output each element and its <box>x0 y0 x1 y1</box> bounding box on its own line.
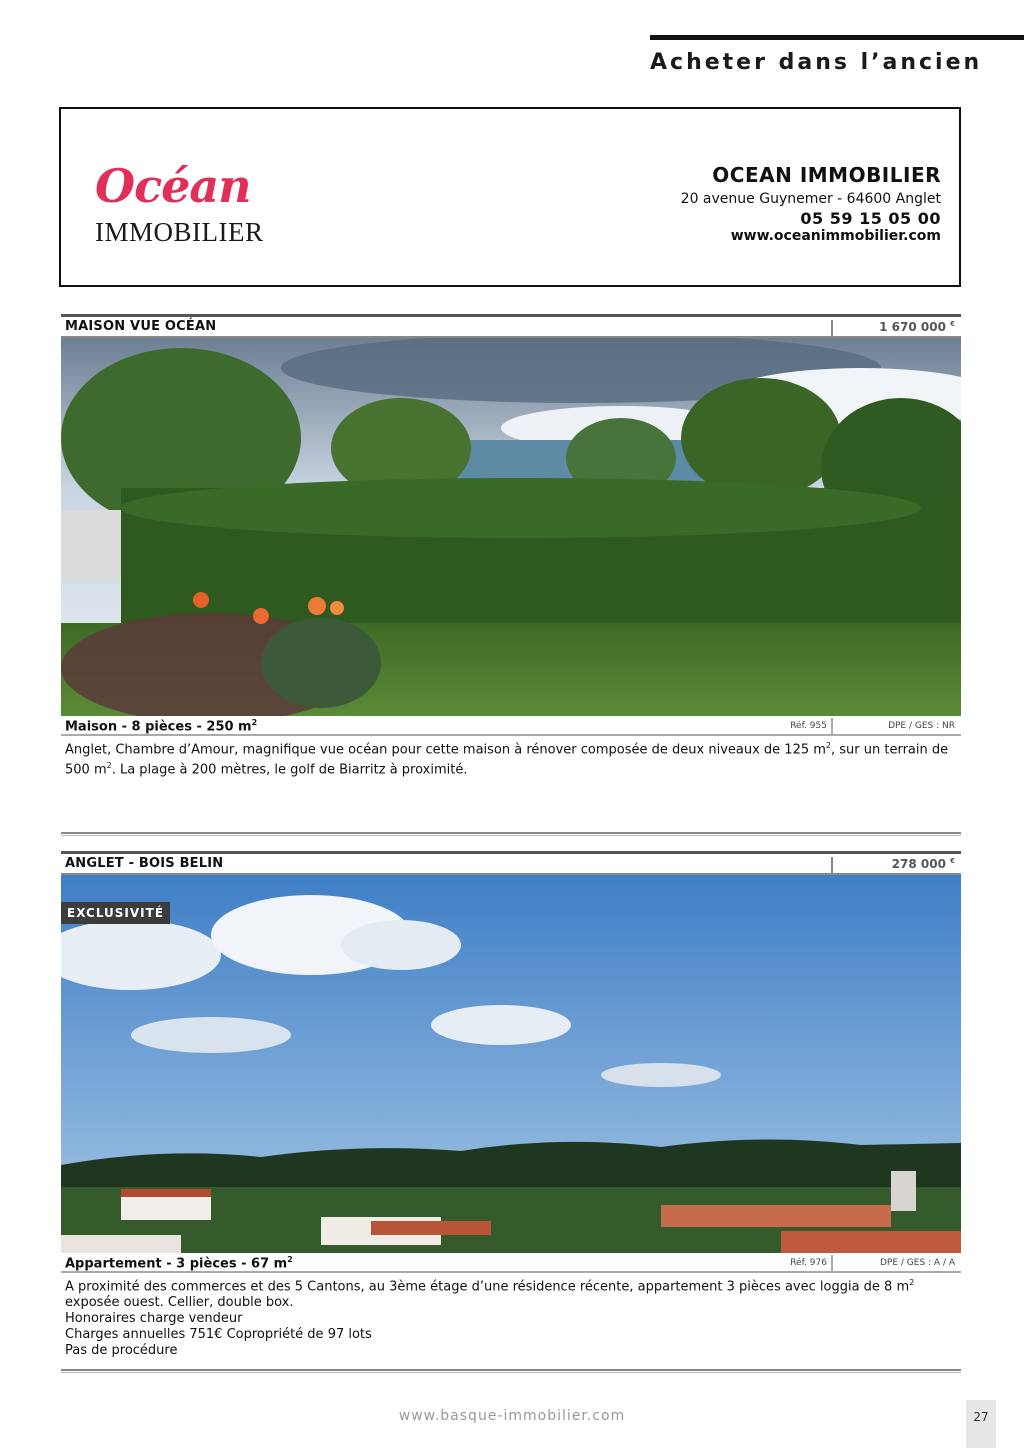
listing-card <box>61 314 961 779</box>
listing-description: A proximité des commerces et des 5 Cantons, au 3ème étage d’une résidence récente, appartement 3 pièces avec loggia de 8 $m^2$ exposée ouest. Cellier, double box. Honoraires charge vendeur Charges annuelles 751€ Copropriété de 97 lots Pas de procédure <box>61 1273 961 1359</box>
listing-ref: Réf. 976 <box>790 1258 827 1268</box>
listing-meta <box>61 716 961 736</box>
listing-photo-view[interactable] <box>61 875 961 1253</box>
agency-name: OCEAN IMMOBILIER <box>712 163 941 187</box>
listing-type: Appartement - 3 pièces - 67 $m^2$ <box>65 1255 293 1272</box>
header-rule <box>650 35 1024 40</box>
listing-divider <box>61 1369 961 1373</box>
listing-divider <box>61 832 961 836</box>
footer-website-link[interactable]: www.basque-immobilier.com <box>398 1408 626 1424</box>
section-title: Acheter dans l’ancien <box>650 50 983 75</box>
listing-note: Honoraires charge vendeur <box>65 1311 243 1327</box>
listing-photo-garden[interactable] <box>61 338 961 716</box>
listing-title: ANGLET - BOIS BELIN <box>65 856 224 871</box>
agency-phone[interactable]: 05 59 15 05 00 <box>800 209 941 228</box>
agency-card <box>59 107 961 287</box>
listing-title-bar <box>61 851 961 875</box>
listing-price: 1 670 000 € <box>831 320 959 336</box>
listing-ref: Réf. 955 <box>790 721 827 731</box>
exclusivity-badge: EXCLUSIVITÉ <box>61 902 170 924</box>
listing-title-bar <box>61 314 961 338</box>
listing-dpe: DPE / GES : A / A <box>831 1255 959 1271</box>
listing-price: 278 000 € <box>831 857 959 873</box>
listing-description: Anglet, Chambre d’Amour, magnifique vue océan pour cette maison à rénover composée de deux niveaux de 125 $m^2$, sur un terrain de 500 $m^2$. La plage à 200 mètres, le golf de Biarritz à proximité. <box>65 741 949 778</box>
listing-note: Charges annuelles 751€ Copropriété de 97 lots <box>65 1327 372 1343</box>
page-number: 27 <box>966 1400 996 1448</box>
agency-logo <box>95 159 295 249</box>
agency-address: 20 avenue Guynemer - 64600 Anglet <box>680 191 941 207</box>
listing-meta <box>61 1253 961 1273</box>
listing-note: Pas de procédure <box>65 1343 178 1359</box>
logo-subtitle: IMMOBILIER <box>95 217 264 247</box>
listing-dpe: DPE / GES : NR <box>831 718 959 734</box>
agency-website-link[interactable]: www.oceanimmobilier.com <box>730 228 941 244</box>
listing-card <box>61 851 961 1359</box>
logo-script-text: Océan <box>95 159 251 213</box>
listing-title: MAISON VUE OCÉAN <box>65 319 217 334</box>
agency-contact <box>681 163 941 244</box>
listing-type: Maison - 8 pièces - 250 $m^2$ <box>65 718 258 735</box>
